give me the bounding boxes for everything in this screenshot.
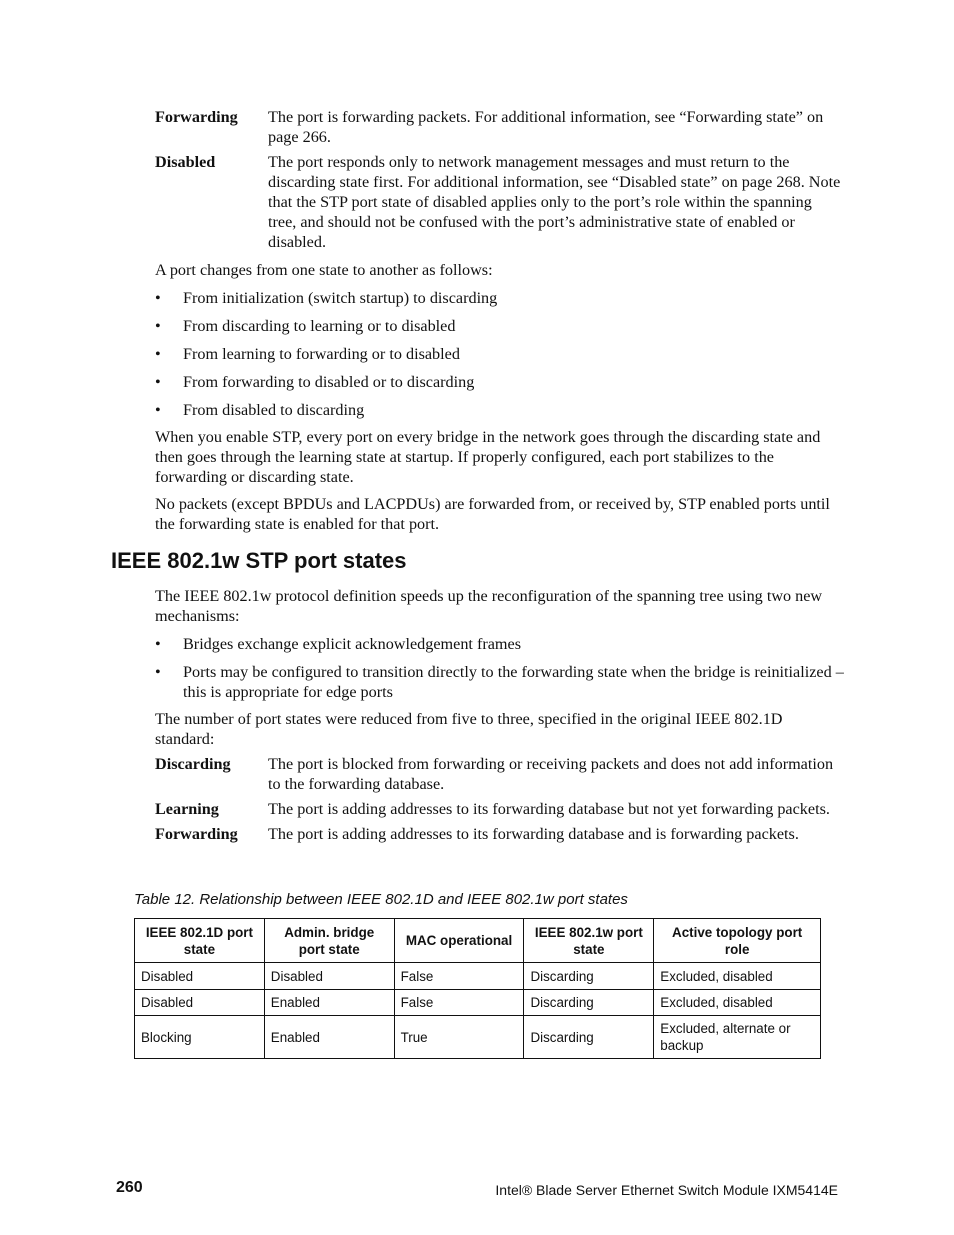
table-cell: Excluded, disabled [654, 990, 821, 1016]
table-cell: Disabled [135, 990, 265, 1016]
table-cell: Disabled [264, 963, 394, 990]
list-item: • From discarding to learning or to disabled [155, 317, 456, 335]
no-packets-paragraph: No packets (except BPDUs and LACPDUs) are forwarded from, or received by, STP enabled ports until the forwarding state is enabled for that port. [155, 495, 830, 533]
document-title: Intel® Blade Server Ethernet Switch Module IXM5414E [495, 1182, 838, 1198]
column-header: IEEE 802.1w port state [524, 919, 654, 963]
definition-description: The port is adding addresses to its forwarding database but not yet forwarding packets. [268, 800, 830, 818]
table-cell: Discarding [524, 963, 654, 990]
column-header: Active topology port role [654, 919, 821, 963]
definition-term: Discarding [155, 755, 231, 773]
reduced-states-paragraph: The number of port states were reduced from five to three, specified in the original IEEE 802.1D standard: [155, 710, 783, 748]
table-row [135, 963, 821, 990]
bullet-icon: • [155, 317, 161, 335]
table-cell: False [394, 963, 524, 990]
table-cell: Discarding [524, 1016, 654, 1059]
table-caption: Table 12. Relationship between IEEE 802.1D and IEEE 802.1w port states [134, 891, 628, 908]
table-cell: Enabled [264, 990, 394, 1016]
definition-row [155, 152, 845, 252]
section-heading: IEEE 802.1w STP port states [111, 548, 407, 573]
table-cell: Excluded, disabled [654, 963, 821, 990]
table-cell: False [394, 990, 524, 1016]
list-item: • From forwarding to disabled or to discarding [155, 373, 475, 391]
table-cell: Enabled [264, 1016, 394, 1059]
definition-term: Learning [155, 800, 219, 818]
definition-row [155, 824, 845, 844]
definition-description: The port responds only to network management messages and must return to the discarding state first. For additional information, see “Disabled state” on page 268. Note that the STP port state of disabled applies only to the port’s role within the spanning tree, and should not be confused with the port’s administrative state of enabled or disabled. [268, 153, 841, 251]
column-header: MAC operational [394, 919, 524, 963]
definition-term: Forwarding [155, 108, 238, 126]
list-item: • From initialization (switch startup) to discarding [155, 289, 498, 307]
table-header-row [135, 919, 821, 963]
table-row [135, 1016, 821, 1059]
enable-stp-paragraph: When you enable STP, every port on every bridge in the network goes through the discarding state and then goes through the learning state at startup. If properly configured, each port stabilizes to the forwarding or discarding state. [155, 428, 821, 486]
definition-term: Forwarding [155, 825, 238, 843]
table-cell: True [394, 1016, 524, 1059]
definition-row [155, 754, 845, 794]
ieee-802-1w-intro: The IEEE 802.1w protocol definition speeds up the reconfiguration of the spanning tree using two new mechanisms: [155, 587, 823, 625]
table-cell: Disabled [135, 963, 265, 990]
definition-description: The port is adding addresses to its forwarding database and is forwarding packets. [268, 825, 799, 843]
page-number: 260 [116, 1179, 143, 1196]
port-state-definitions-bottom [155, 754, 845, 849]
transitions-intro: A port changes from one state to another as follows: [155, 261, 493, 279]
table-cell: Discarding [524, 990, 654, 1016]
bullet-icon: • [155, 401, 161, 419]
bullet-icon: • [155, 289, 161, 307]
list-item: • From disabled to discarding [155, 401, 365, 419]
definition-row [155, 107, 845, 147]
bullet-icon: • [155, 663, 161, 681]
bullet-icon: • [155, 373, 161, 391]
table-cell: Blocking [135, 1016, 265, 1059]
column-header: IEEE 802.1D port state [135, 919, 265, 963]
list-item: • From learning to forwarding or to disabled [155, 345, 460, 363]
definition-description: The port is blocked from forwarding or receiving packets and does not add information to the forwarding database. [268, 755, 834, 793]
definition-term: Disabled [155, 153, 216, 171]
bullet-icon: • [155, 345, 161, 363]
list-item: • Bridges exchange explicit acknowledgement frames [155, 635, 522, 653]
table-row [135, 990, 821, 1016]
definition-row [155, 799, 845, 819]
list-item: • Ports may be configured to transition directly to the forwarding state when the bridge is reinitialized – this is appropriate for edge ports [155, 663, 844, 701]
table-cell: Excluded, alternate or backup [654, 1016, 821, 1059]
definition-description: The port is forwarding packets. For additional information, see “Forwarding state” on page 266. [268, 108, 824, 146]
column-header: Admin. bridge port state [264, 919, 394, 963]
bullet-icon: • [155, 635, 161, 653]
port-state-definitions-top [155, 107, 845, 257]
port-states-table [134, 918, 821, 1059]
